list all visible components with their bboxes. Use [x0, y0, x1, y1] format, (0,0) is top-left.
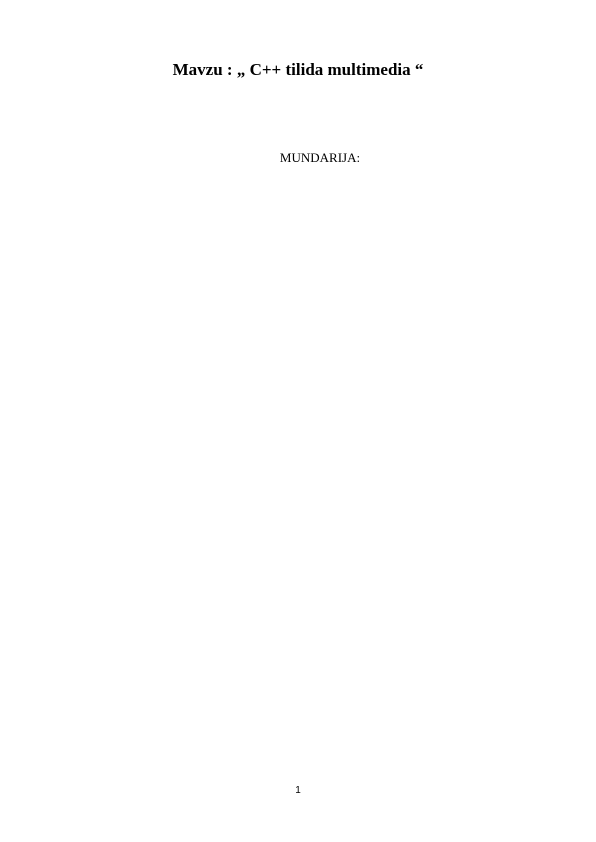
- toc-heading: MUNDARIJA:: [279, 150, 361, 165]
- page-number: 1: [295, 785, 301, 796]
- document-title: Mavzu : „ C++ tilida multimedia “: [172, 60, 424, 79]
